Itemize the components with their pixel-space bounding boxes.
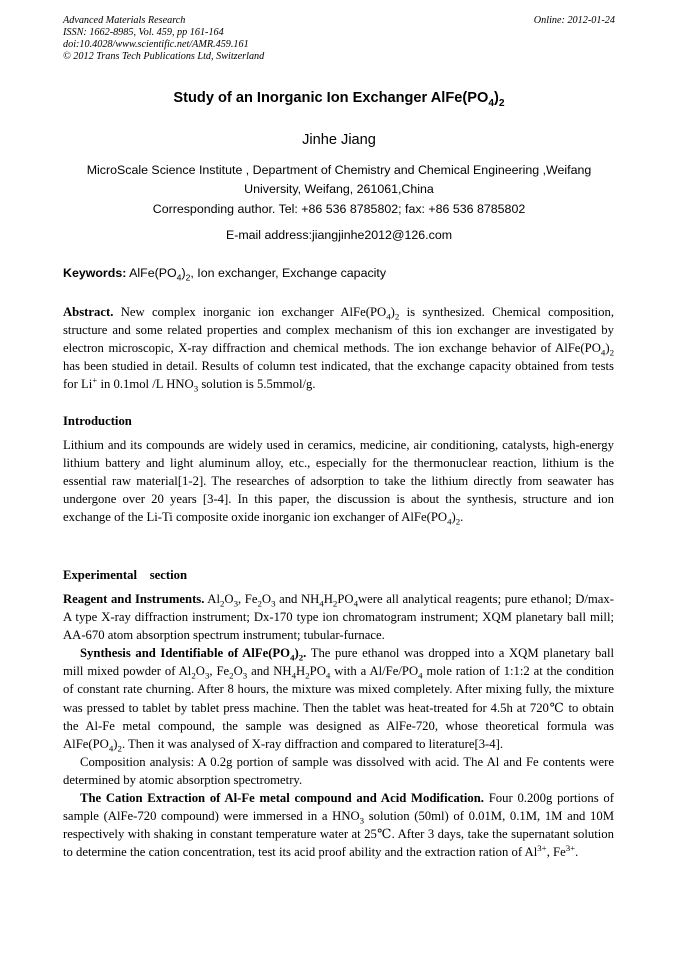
reagents-paragraph: Reagent and Instruments. $Al_2O_3$, $Fe_2O_3$ and $NH_4H_2PO_4were$ all analytical reagents; pure ethanol; D/max-A type X-ray diffraction instrument; Dx-170 type ion chromatogram instrument; XQM planetary ball mill; AA-670 atom absorption spectrum instrument; tubular-furnace. (63, 592, 614, 643)
abstract: Abstract. New complex inorganic ion exchanger $AlFe(PO_4)_2$ is synthesized. Chemical composition, structure and some related properties and complex mechanism of this ion exchanger are investigated by electron microscopic, X-ray diffraction and chemical methods. The ion exchange behavior of $AlFe(PO_4)_2$ has been studied in detail. Results of column test indicated, that the exchange capacity obtained from tests for Li+ in 0.1mol /L $HNO_3$ solution is 5.5mmol/g. (63, 305, 614, 394)
introduction-heading: Introduction (63, 414, 132, 428)
cation-extraction-paragraph: The Cation Extraction of Al-Fe metal compound and Acid Modification. Four 0.200g portions of sample (AlFe-720 compound) were immersed in a $HNO_3$ solution (50ml) of 0.01M, 0.1M, 1M and 10M respectively with shaking in constant temperature water at 25℃. After 3 days, take the supernatant solution to determine the cation concentration, test its acid proof ability and the extraction ration of $Al^{3+}$, $Fe^{3+}$. (63, 791, 614, 860)
email-address: E-mail address:jiangjinhe2012@126.com (225, 228, 453, 242)
author-name: Jinhe Jiang (302, 132, 376, 148)
corresponding-author: Corresponding author. Tel: +86 536 8785802; fax: +86 536 8785802 (152, 202, 526, 216)
affiliation: MicroScale Science Institute , Department of Chemistry and Chemical Engineering ,Weifang University, Weifang, 261061,China (86, 163, 592, 196)
abstract-label: Abstract. (63, 305, 114, 319)
online-date: Online: 2012-01-24 (533, 15, 615, 26)
paper-title: Study of an Inorganic Ion Exchanger $AlFe(PO_4)_2$ (173, 90, 505, 109)
experimental-heading: Experimental section (63, 568, 188, 582)
keywords: Keywords: $AlFe(PO_4)_2$, Ion exchanger, Exchange capacity (63, 266, 387, 283)
experimental-section (63, 590, 614, 861)
introduction-paragraph: Lithium and its compounds are widely used in ceramics, medicine, air conditioning, catalysts, high-energy lithium battery and light aluminum alloy, etc., especially for the thermonuclear reaction, lithium is the essential raw material[1-2]. The researches of adsorption to take the lithium directly from seawater has undergone over 20 years [3-4]. In this paper, the discussion is about the synthesis, structure and ion exchange of the Li-Ti composite oxide inorganic ion exchanger of $AlFe(PO_4)_2$. (63, 438, 614, 527)
keywords-label: Keywords: (63, 266, 127, 280)
journal-header (63, 15, 615, 63)
doi-line: doi:10.4028/www.scientific.net/AMR.459.161 (63, 39, 249, 50)
issn-line: ISSN: 1662-8985, Vol. 459, pp 161-164 (63, 27, 224, 38)
journal-name: Advanced Materials Research (63, 15, 186, 26)
synthesis-paragraph: Synthesis and Identifiable of $AlFe(PO_4)_2$. The pure ethanol was dropped into a XQM planetary ball mill mixed powder of $Al_2O_3$, $Fe_2O_3$ and $NH_4H_2PO_4$ with a $Al/Fe/PO_4$ mole ration of 1:1:2 at the condition of constant rate churning. After 8 hours, the mixture was mixed completely. After mixing fully, the mixture was pressed to tablet by tablet press machine. Then the tablet was heat-treated for 4.5h at 720℃ to obtain the Al-Fe metal compound, the sample was designed as AlFe-720, whose theoretical formula was $AlFe(PO_4)_2$. Then it was analysed of X-ray diffraction and compared to literature[3-4]. (63, 646, 615, 754)
composition-paragraph: Composition analysis: A 0.2g portion of sample was dissolved with acid. The Al and Fe contents were determined by atomic absorption spectrometry. (63, 754, 614, 787)
copyright-line: © 2012 Trans Tech Publications Ltd, Switzerland (63, 51, 265, 62)
